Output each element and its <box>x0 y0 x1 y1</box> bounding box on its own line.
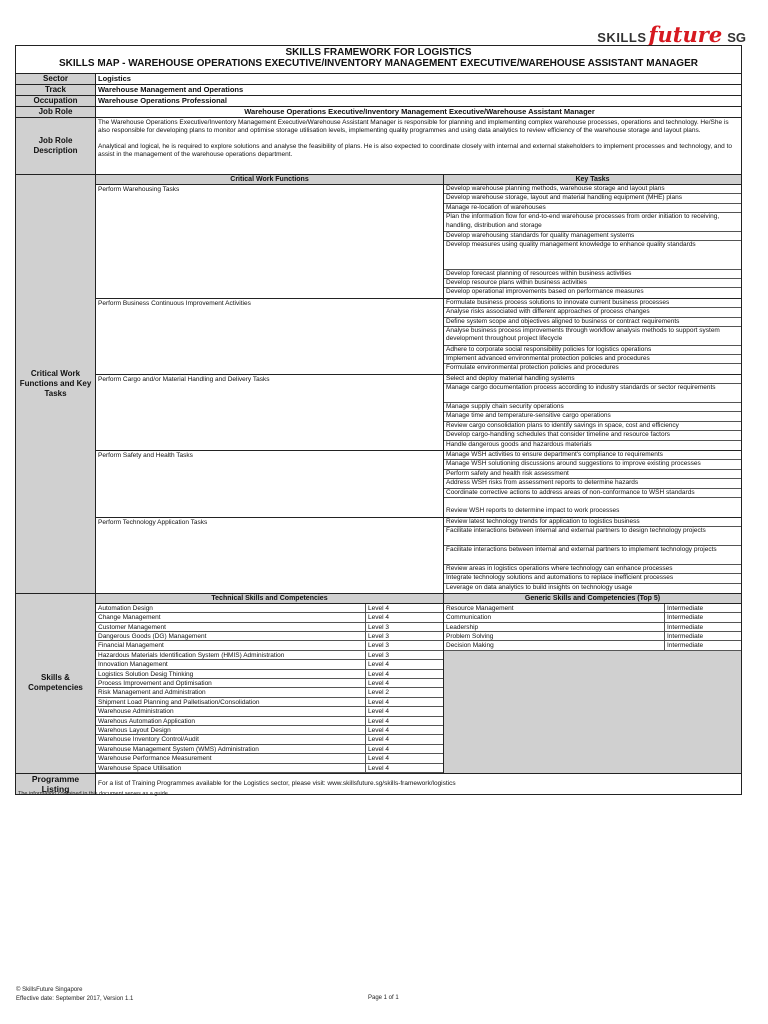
technical-skill-row <box>96 688 443 697</box>
key-task: Develop cargo-handling schedules that consider timeline and resource factors <box>444 431 741 440</box>
critical-work-function: Perform Warehousing Tasks <box>96 185 444 298</box>
generic-skill-row <box>444 641 741 650</box>
technical-skill-name: Warehouse Management System (WMS) Administration <box>96 745 366 753</box>
job-role-description <box>96 118 741 174</box>
generic-skills-column <box>444 604 741 773</box>
job-role-label: Job Role <box>16 107 96 117</box>
technical-skill-row <box>96 726 443 735</box>
technical-skill-level: Level 4 <box>368 745 389 753</box>
skills-label: Skills & Competencies <box>16 594 96 773</box>
footer-copyright: © SkillsFuture Singapore <box>16 987 83 993</box>
technical-skill-name: Warehouse Space Utilisation <box>96 764 366 772</box>
key-task: Address WSH risks from assessment reports to determine hazards <box>444 479 741 488</box>
description-paragraph-2: Analytical and logical, he is required to explore solutions and analyse the feasibility of plans. He is also expected to coordinate closely with internal and external stakeholders to implement processes and technology, and to assist in the management of the warehouse operations department. <box>98 143 732 158</box>
technical-skill-row <box>96 623 443 632</box>
sector-label: Sector <box>16 74 96 84</box>
key-task: Review cargo consolidation plans to identify savings in space, cost and efficiency <box>444 422 741 431</box>
technical-skill-level: Level 4 <box>368 680 389 688</box>
track-row <box>16 85 741 96</box>
sheet-titles <box>16 46 741 74</box>
key-task: Develop warehousing standards for quality management systems <box>444 232 741 241</box>
guide-note: The information contained in this document serves as a guide. <box>18 791 170 797</box>
technical-skill-level: Level 4 <box>368 661 389 669</box>
programme-listing-label: Programme Listing <box>16 774 96 794</box>
key-task: Leverage on data analytics to build insights on technology usage <box>446 583 633 591</box>
technical-skill-row <box>96 698 443 707</box>
key-task: Coordinate corrective actions to address areas of non-conformance to WSH standards <box>444 489 741 498</box>
technical-skill-row <box>96 660 443 669</box>
job-role-description-row <box>16 118 741 175</box>
technical-skill-row <box>96 707 443 716</box>
key-task: Manage WSH activities to ensure department's compliance to requirements <box>444 451 741 460</box>
generic-skill-level: Intermediate <box>667 642 704 650</box>
skills-column-headers <box>96 594 741 604</box>
key-task: Plan the information flow for end-to-end warehouse processes from order initiation to receiving, handling, distribution and storage <box>444 213 741 232</box>
generic-skill-level: Intermediate <box>667 614 704 622</box>
footer-effective-date: Effective date: September 2017, Version 1.1 <box>16 996 134 1002</box>
cwf-group <box>96 451 741 518</box>
logo-future-text: future <box>648 22 723 47</box>
technical-skill-name: Hazardous Materials Identification System (HMIS) Administration <box>96 651 366 659</box>
technical-skill-row <box>96 613 443 622</box>
cwf-group <box>96 185 741 299</box>
key-task: Formulate environmental protection policies and procedures <box>446 364 619 372</box>
key-task: Develop operational improvements based on performance measures <box>446 288 644 296</box>
critical-work-function: Perform Technology Application Tasks <box>96 518 444 593</box>
generic-skill-level: Intermediate <box>667 623 704 631</box>
technical-skill-row <box>96 604 443 613</box>
technical-skill-row <box>96 745 443 754</box>
key-task: Develop warehouse storage, layout and material handling equipment (MHE) plans <box>444 194 741 203</box>
occupation-value: Warehouse Operations Professional <box>98 96 227 105</box>
generic-skill-level: Intermediate <box>667 633 704 641</box>
generic-skill-row <box>444 623 741 632</box>
technical-skill-name: Customer Management <box>96 623 366 631</box>
technical-skill-level: Level 2 <box>368 689 389 697</box>
technical-skill-row <box>96 717 443 726</box>
generic-skill-row <box>444 632 741 641</box>
key-task: Manage re-location of warehouses <box>444 204 741 213</box>
programme-listing-text: For a list of Training Programmes available for the Logistics sector, please visit: www.skillsfuture.sg/skills-framework/logistics <box>98 779 456 787</box>
technical-skill-name: Warehouse Performance Measurement <box>96 754 366 762</box>
logo-skills-text: SKILLS <box>597 30 647 45</box>
key-task: Manage time and temperature-sensitive cargo operations <box>444 412 741 421</box>
skills-body <box>96 594 741 773</box>
key-task: Manage supply chain security operations <box>444 403 741 412</box>
technical-skill-level: Level 4 <box>368 717 389 725</box>
occupation-row <box>16 96 741 107</box>
critical-work-function: Perform Business Continuous Improvement Activities <box>96 299 444 374</box>
technical-skill-level: Level 4 <box>368 670 389 678</box>
technical-skill-level: Level 4 <box>368 736 389 744</box>
technical-skill-name: Innovation Management <box>96 660 366 668</box>
key-tasks-list <box>444 518 741 593</box>
generic-skill-name: Resource Management <box>444 604 665 612</box>
key-tasks-list <box>444 375 741 450</box>
key-task: Develop measures using quality management knowledge to enhance quality standards <box>444 241 741 269</box>
generic-skill-name: Communication <box>444 613 665 621</box>
logo-sg-text: SG <box>727 30 746 45</box>
technical-skill-name: Logistics Solution Desig Thinking <box>96 670 366 678</box>
job-role-value: Warehouse Operations Executive/Inventory Management Executive/Warehouse Assistant Manager <box>244 107 595 116</box>
technical-skill-name: Warehous Layout Design <box>96 726 366 734</box>
key-tasks-header: Key Tasks <box>575 176 610 183</box>
technical-skill-row <box>96 735 443 744</box>
sector-row <box>16 74 741 85</box>
technical-skill-level: Level 4 <box>368 614 389 622</box>
key-tasks-list <box>444 185 741 298</box>
key-task: Perform safety and health risk assessment <box>444 470 741 479</box>
generic-skill-row <box>444 613 741 622</box>
footer-page-number: Page 1 of 1 <box>368 995 399 1001</box>
key-task: Develop resource plans within business activities <box>444 279 741 288</box>
cwf-groups <box>96 185 741 593</box>
track-label: Track <box>16 85 96 95</box>
technical-skill-level: Level 4 <box>368 755 389 763</box>
technical-skill-name: Risk Management and Administration <box>96 688 366 696</box>
key-task: Review areas in logistics operations where technology can enhance processes <box>444 565 741 574</box>
cwf-group <box>96 518 741 593</box>
skills-grid <box>96 604 741 773</box>
framework-title: SKILLS FRAMEWORK FOR LOGISTICS <box>285 47 472 58</box>
technical-skills-list <box>96 604 444 773</box>
track-value: Warehouse Management and Operations <box>98 85 244 94</box>
generic-skill-name: Decision Making <box>444 641 665 649</box>
technical-skill-name: Warehouse Administration <box>96 707 366 715</box>
key-task: Analyse business process improvements through workflow analysis methods to support system development throughout project lifecycle <box>444 327 741 346</box>
key-task: Review latest technology trends for application to logistics business <box>444 518 741 527</box>
technical-skill-level: Level 3 <box>368 633 389 641</box>
generic-skill-name: Problem Solving <box>444 632 665 640</box>
technical-skill-level: Level 4 <box>368 698 389 706</box>
key-task: Handle dangerous goods and hazardous materials <box>446 440 592 448</box>
technical-skill-row <box>96 754 443 763</box>
technical-skill-level: Level 4 <box>368 708 389 716</box>
skills-map-sheet <box>15 45 742 795</box>
technical-skill-row <box>96 651 443 660</box>
cwf-label: Critical Work Functions and Key Tasks <box>16 175 96 593</box>
key-task: Facilitate interactions between internal and external partners to implement technology projects <box>444 546 741 565</box>
generic-skill-row <box>444 604 741 613</box>
description-paragraph-1: The Warehouse Operations Executive/Inventory Management Executive/Warehouse Assistant Manager is responsible for planning and implementing complex warehouse processes, operations and technology. He/She is also responsible for developing plans to monitor and optimise storage utilisation levels, implementing quality programmes and using data analytics to review efficiency of the warehouse storage and layout plans. <box>98 119 729 134</box>
cwf-column-headers <box>96 175 741 185</box>
technical-skill-row <box>96 764 443 773</box>
key-task: Implement advanced environmental protection policies and procedures <box>444 355 741 364</box>
skillsfuture-logo <box>597 22 746 47</box>
occupation-label: Occupation <box>16 96 96 106</box>
technical-skills-header: Technical Skills and Competencies <box>96 594 444 603</box>
key-task: Develop warehouse planning methods, warehouse storage and layout plans <box>444 185 741 194</box>
job-role-row <box>16 107 741 118</box>
sector-value: Logistics <box>98 74 131 83</box>
generic-skills-list <box>444 604 741 651</box>
cwf-header: Critical Work Functions <box>96 175 444 184</box>
technical-skill-level: Level 3 <box>368 642 389 650</box>
key-task: Manage WSH solutioning discussions around suggestions to improve existing processes <box>444 460 741 469</box>
technical-skill-row <box>96 641 443 650</box>
technical-skill-name: Process Improvement and Optimisation <box>96 679 366 687</box>
key-task: Manage cargo documentation process according to industry standards or sector requirements <box>444 384 741 403</box>
cwf-group <box>96 299 741 375</box>
technical-skill-level: Level 3 <box>368 651 389 659</box>
generic-skills-header: Generic Skills and Competencies (Top 5) <box>524 594 661 602</box>
technical-skill-row <box>96 632 443 641</box>
key-task: Define system scope and objectives aligned to business or contract requirements <box>444 318 741 327</box>
technical-skill-name: Change Management <box>96 613 366 621</box>
cwf-section <box>16 175 741 594</box>
skills-section <box>16 594 741 774</box>
technical-skill-name: Automation Design <box>96 604 366 612</box>
generic-skill-name: Leadership <box>444 623 665 631</box>
cwf-body <box>96 175 741 593</box>
skills-map-title: SKILLS MAP - WAREHOUSE OPERATIONS EXECUTIVE/INVENTORY MANAGEMENT EXECUTIVE/WAREHOUSE ASSISTANT MANAGER <box>59 58 698 69</box>
key-tasks-list <box>444 299 741 374</box>
key-task: Analyse risks associated with different approaches of process changes <box>444 308 741 317</box>
critical-work-function: Perform Cargo and/or Material Handling and Delivery Tasks <box>96 375 444 450</box>
job-role-description-label: Job Role Description <box>16 118 96 174</box>
key-task: Integrate technology solutions and automations to replace inefficient processes <box>444 574 741 583</box>
technical-skill-name: Warehous Automation Application <box>96 717 366 725</box>
technical-skill-name: Dangerous Goods (DG) Management <box>96 632 366 640</box>
key-task: Adhere to corporate social responsibility policies for logistics operations <box>444 346 741 355</box>
technical-skill-row <box>96 679 443 688</box>
critical-work-function: Perform Safety and Health Tasks <box>96 451 444 517</box>
technical-skill-name: Shipment Load Planning and Palletisation/Consolidation <box>96 698 366 706</box>
technical-skill-row <box>96 670 443 679</box>
technical-skill-level: Level 4 <box>368 604 389 612</box>
key-tasks-list <box>444 451 741 517</box>
technical-skill-level: Level 3 <box>368 623 389 631</box>
technical-skill-name: Warehouse Inventory Control/Audit <box>96 735 366 743</box>
key-task: Formulate business process solutions to innovate current business processes <box>444 299 741 308</box>
key-task: Develop forecast planning of resources within business activities <box>444 270 741 279</box>
generic-skill-level: Intermediate <box>667 604 704 612</box>
key-task: Review WSH reports to determine impact to work processes <box>446 507 620 515</box>
key-task: Facilitate interactions between internal and external partners to design technology projects <box>444 527 741 546</box>
cwf-group <box>96 375 741 451</box>
technical-skill-name: Financial Management <box>96 641 366 649</box>
technical-skill-level: Level 4 <box>368 764 389 772</box>
technical-skill-level: Level 4 <box>368 726 389 734</box>
key-task: Select and deploy material handling systems <box>444 375 741 384</box>
generic-skills-blank-area <box>444 651 741 773</box>
